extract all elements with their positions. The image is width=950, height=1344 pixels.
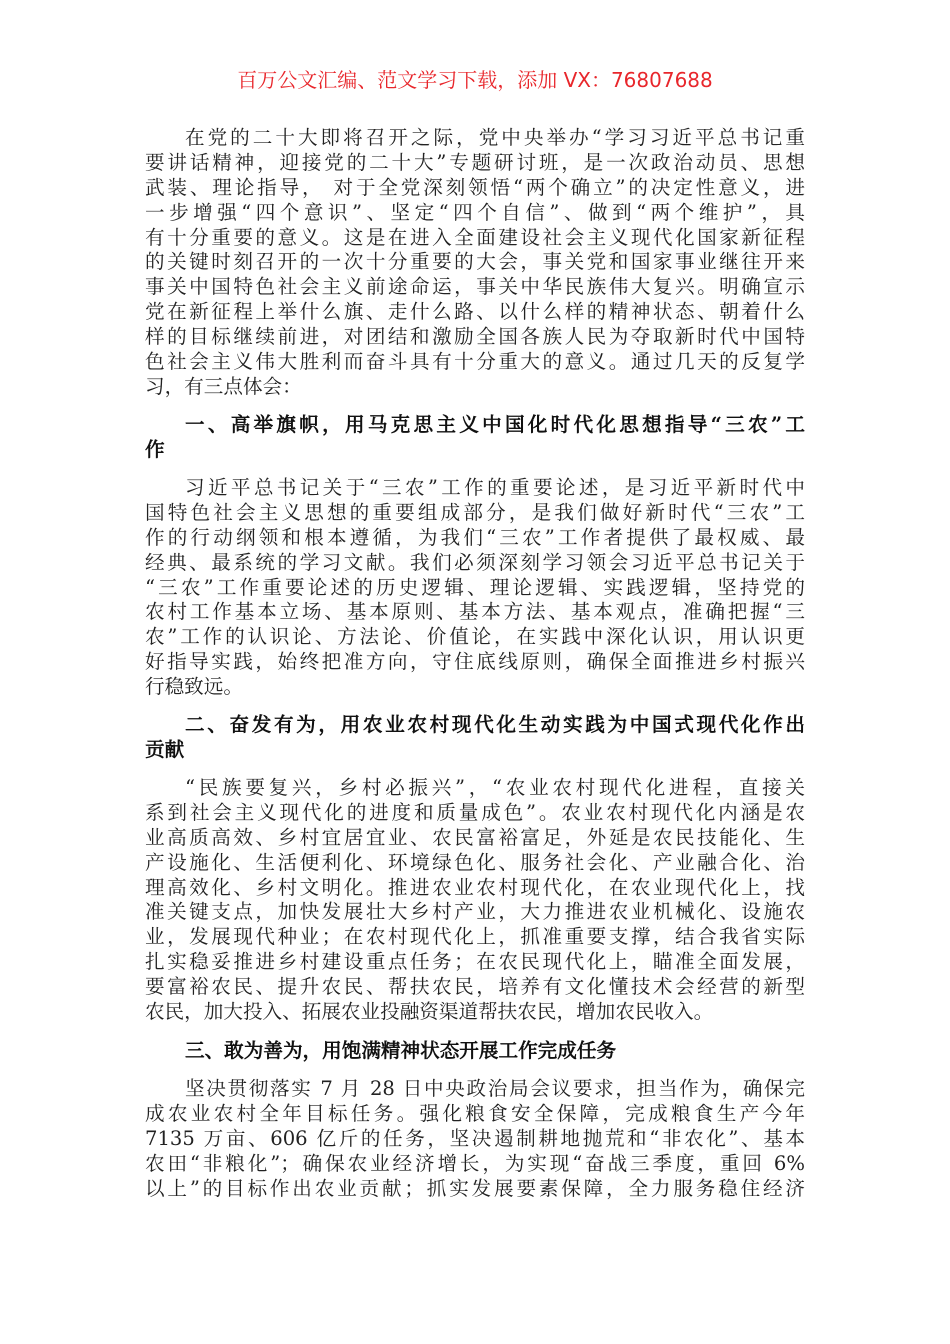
text-line: 准关键支点，加快发展壮大乡村产业，大力推进农业机械化、设施农: [145, 900, 805, 924]
body-paragraph: [145, 1077, 805, 1201]
text-line: 好指导实践，始终把准方向，守住底线原则，确保全面推进乡村振兴: [145, 650, 805, 674]
section-heading: [145, 713, 805, 763]
text-line: 二、奋发有为，用农业农村现代化生动实践为中国式现代化作出: [185, 713, 805, 736]
text-line: “民族要复兴，乡村必振兴”，“农业农村现代化进程，直接关: [185, 776, 805, 799]
section-heading: [145, 1039, 805, 1064]
text-line: 习，有三点体会：: [145, 374, 302, 398]
text-line: 三、敢为善为，用饱满精神状态开展工作完成任务: [185, 1039, 617, 1062]
text-line: 产设施化、生活便利化、环境绿色化、服务社会化、产业融合化、治: [145, 850, 805, 874]
text-line: 7135 万亩、606 亿斤的任务，坚决遏制耕地抛荒和“非农化”、基本: [145, 1126, 805, 1150]
text-line: 色社会主义伟大胜利而奋斗具有十分重大的意义。通过几天的反复学: [145, 350, 805, 374]
text-line: 样的目标继续前进，对团结和激励全国各族人民为夺取新时代中国特: [145, 325, 805, 349]
text-line: 的关键时刻召开的一次十分重要的大会，事关党和国家事业继往开来: [145, 250, 805, 274]
text-line: 扎实稳妥推进乡村建设重点任务；在农民现代化上，瞄准全面发展，: [145, 950, 805, 974]
text-line: 在党的二十大即将召开之际，党中央举办“学习习近平总书记重: [185, 126, 805, 149]
body-paragraph: [145, 776, 805, 1025]
watermark-banner: 百万公文汇编、范文学习下载，添加 VX：76807688: [237, 68, 713, 92]
text-line: 一步增强“四个意识”、坚定“四个自信”、做到“两个维护”，具: [145, 200, 805, 224]
text-line: 业高质高效、乡村宜居宜业、农民富裕富足，外延是农民技能化、生: [145, 825, 805, 849]
text-line: 党在新征程上举什么旗、走什么路、以什么样的精神状态、朝着什么: [145, 300, 805, 324]
text-line: 有十分重要的意义。这是在进入全面建设社会主义现代化国家新征程: [145, 225, 805, 249]
text-line: 事关中国特色社会主义前途命运，事关中华民族伟大复兴。明确宣示: [145, 275, 805, 299]
text-line: “三农”工作重要论述的历史逻辑、理论逻辑、实践逻辑，坚持党的: [145, 575, 805, 599]
text-line: 国特色社会主义思想的重要组成部分，是我们做好新时代“三农”工: [145, 500, 805, 524]
text-line: 成农业农村全年目标任务。强化粮食安全保障，完成粮食生产今年: [145, 1101, 805, 1125]
text-line: 作的行动纲领和根本遵循，为我们“三农”工作者提供了最权威、最: [145, 525, 805, 549]
text-line: 要讲话精神，迎接党的二十大”专题研讨班，是一次政治动员、思想: [145, 150, 805, 174]
text-line: 武装、理论指导， 对于全党深刻领悟“两个确立”的决定性意义，进: [145, 175, 805, 199]
text-line: 理高效化、乡村文明化。推进农业农村现代化，在农业现代化上，找: [145, 875, 805, 899]
text-line: 以上”的目标作出农业贡献；抓实发展要素保障，全力服务稳住经济: [145, 1176, 805, 1200]
text-line: 农民，加大投入、拓展农业投融资渠道帮扶农民，增加农民收入。: [145, 1000, 714, 1024]
text-line: 作: [145, 437, 165, 461]
text-line: 行稳致远。: [145, 675, 243, 699]
text-line: 要富裕农民、提升农民、帮扶农民，培养有文化懂技术会经营的新型: [145, 975, 805, 999]
text-line: 习近平总书记关于“三农”工作的重要论述，是习近平新时代中: [185, 476, 805, 499]
text-line: 系到社会主义现代化的进度和质量成色”。农业农村现代化内涵是农: [145, 800, 805, 824]
text-line: 农”工作的认识论、方法论、价值论，在实践中深化认识，用认识更: [145, 625, 805, 649]
text-line: 农田“非粮化”；确保农业经济增长，为实现“奋战三季度，重回 6%: [145, 1151, 805, 1175]
text-line: 贡献: [145, 737, 185, 761]
text-line: 经典、最系统的学习文献。我们必须深刻学习领会习近平总书记关于: [145, 550, 805, 574]
text-line: 坚决贯彻落实 7 月 28 日中央政治局会议要求，担当作为，确保完: [185, 1077, 805, 1100]
section-heading: [145, 413, 805, 463]
text-line: 农村工作基本立场、基本原则、基本方法、基本观点，准确把握“三: [145, 600, 805, 624]
body-paragraph: [145, 476, 805, 700]
body-paragraph: [145, 126, 805, 400]
text-line: 业，发展现代种业；在农村现代化上，抓准重要支撑，结合我省实际: [145, 925, 805, 949]
text-line: 一、高举旗帜，用马克思主义中国化时代化思想指导“三农”工: [185, 413, 805, 436]
